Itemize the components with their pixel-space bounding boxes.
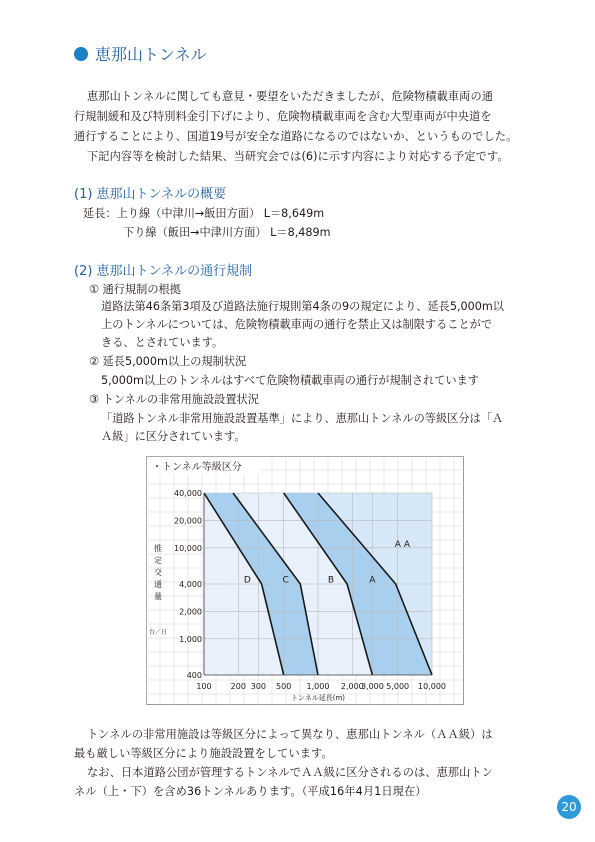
chart-y-axis-label-char: 定	[154, 556, 162, 565]
chart-x-tick-label: 100	[196, 682, 212, 691]
item1-body-1: 道路法第46条第3項及び道路法施行規則第4条の9の規定により、延長5,000m以	[101, 300, 504, 313]
chart-title: ・トンネル等級区分	[152, 462, 242, 473]
intro-line-3: 通行することにより、国道19号が安全な道路になるのではないか、というものでした。	[74, 130, 518, 143]
after-line-1: トンネルの非常用施設は等級区分によって異なり、恵那山トンネル（ＡＡ級）は	[87, 728, 493, 741]
section2-heading: (2) 恵那山トンネルの通行規制	[74, 264, 253, 279]
chart-y-tick-label: 20,000	[174, 516, 202, 526]
chart-y-tick-label: 40,000	[174, 489, 202, 498]
chart-y-tick-label: 4,000	[179, 580, 202, 589]
item2-body: 5,000m以上のトンネルはすべて危険物積載車両の通行が規制されています	[101, 374, 479, 387]
chart-x-tick-label: 10,000	[418, 682, 446, 691]
chart-y-unit-label: 台／日	[148, 629, 168, 636]
chart-y-tick-label: 1,000	[179, 634, 202, 644]
chart-x-axis-label: トンネル延長(m)	[290, 694, 346, 702]
chart-region-label: D	[243, 575, 251, 586]
item1-body-3: きる、とされています。	[101, 336, 224, 349]
title-bullet-icon	[74, 47, 88, 61]
chart-x-tick-label: 300	[250, 682, 267, 691]
chart-y-axis-label-char: 交	[154, 568, 162, 577]
tunnel-grade-chart-svg	[146, 456, 464, 705]
tunnel-grade-chart	[146, 456, 464, 705]
chart-y-axis-label-char: 推	[154, 544, 162, 553]
chart-y-tick-label: 400	[186, 671, 202, 680]
chart-region-label: B	[327, 575, 335, 586]
item1-title: ① 通行規制の根拠	[89, 283, 181, 296]
chart-y-tick-label: 10,000	[174, 543, 202, 553]
after-line-4: ネル（上・下）を含め36トンネルあります。（平成16年4月1日現在）	[74, 785, 427, 798]
chart-region-label: A A	[394, 540, 410, 551]
page-title: 恵那山トンネル	[95, 45, 207, 64]
after-line-2: 最も厳しい等級区分により施設設置をしています。	[74, 747, 333, 760]
chart-y-axis-label-char: 通	[154, 580, 162, 589]
chart-region-label: C	[282, 575, 289, 586]
chart-y-tick-label: 2,000	[179, 607, 202, 617]
item1-body-2: 上のトンネルについては、危険物積載車両の通行を禁止又は制限することがで	[101, 318, 493, 331]
chart-x-tick-label: 200	[230, 682, 246, 691]
section1-heading: (1) 恵那山トンネルの概要	[74, 187, 227, 202]
intro-line-4: 下記内容等を検討した結果、当研究会では(6)に示す内容により対応する予定です。	[87, 150, 509, 163]
intro-line-1: 恵那山トンネルに関しても意見・要望をいただきましたが、危険物積載車両の通	[87, 90, 494, 103]
intro-line-2: 行規制緩和及び特別料金引下げにより、危険物積載車両を含む大型車両が中央道を	[74, 110, 492, 123]
after-line-3: なお、日本道路公団が管理するトンネルでＡＡ級に区分されるのは、恵那山トン	[87, 766, 494, 779]
chart-x-tick-label: 5,000	[386, 682, 410, 691]
chart-y-axis-label-char: 量	[154, 592, 162, 601]
page-number: 20	[557, 795, 581, 819]
item2-title: ② 延長5,000m以上の規制状況	[89, 355, 247, 368]
chart-region-label: A	[369, 575, 376, 586]
chart-x-tick-label: 1,000	[306, 682, 330, 691]
tunnel-length-down: 下り線（飯田→中津川方面） L＝8,489m	[123, 226, 331, 239]
tunnel-length-up: 延長：上り線（中津川→飯田方面） L＝8,649m	[83, 207, 325, 220]
item3-title: ③ トンネルの非常用施設設置状況	[89, 393, 259, 406]
item3-body-2: Ａ級」に区分されています。	[101, 430, 246, 443]
chart-x-tick-label: 3,000	[360, 682, 384, 691]
item3-body-1: 「道路トンネル非常用施設設置基準」により、恵那山トンネルの等級区分は「Ａ	[101, 412, 504, 425]
chart-x-tick-label: 2,000	[340, 682, 364, 691]
chart-x-tick-label: 500	[276, 682, 292, 691]
